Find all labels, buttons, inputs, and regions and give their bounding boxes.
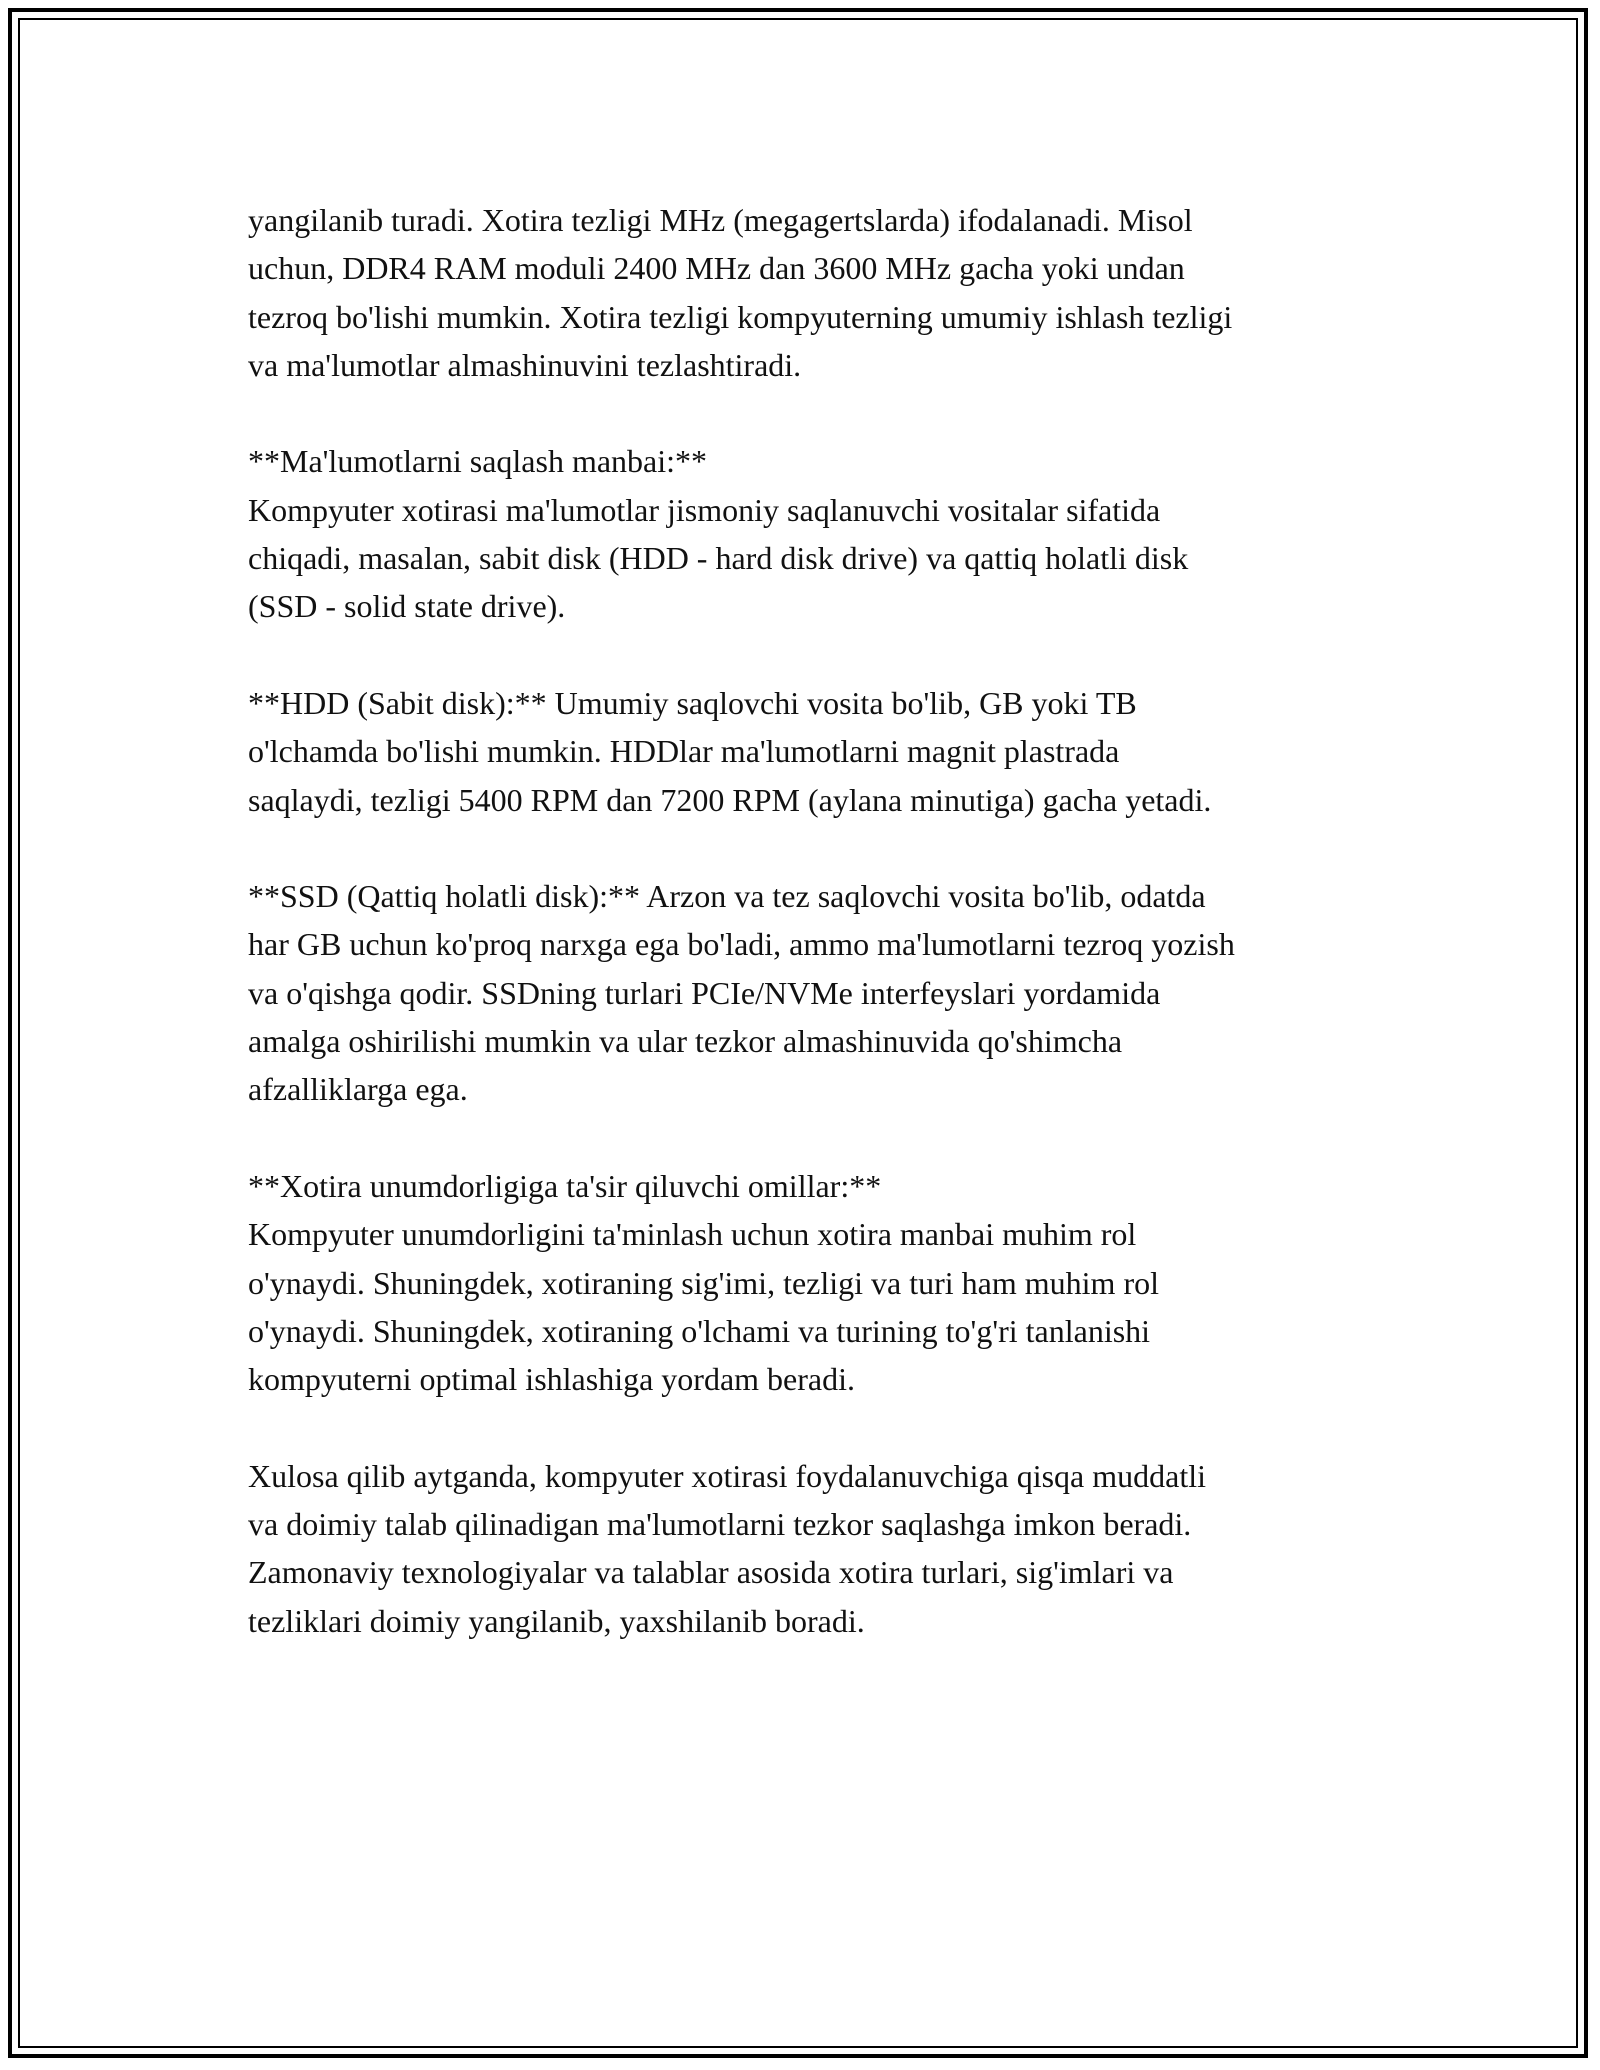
text-line: o'ynaydi. Shuningdek, xotiraning sig'imi, tezligi va turi ham muhim rol	[248, 1264, 1159, 1301]
document-body	[248, 196, 1408, 1693]
text-line: (SSD - solid state drive).	[248, 588, 566, 625]
text-line: saqlaydi, tezligi 5400 RPM dan 7200 RPM (aylana minutiga) gacha yetadi.	[248, 781, 1212, 818]
text-line: Xulosa qilib aytganda, kompyuter xotirasi foydalanuvchiga qisqa muddatli	[248, 1457, 1207, 1494]
text-line: uchun, DDR4 RAM moduli 2400 MHz dan 3600 MHz gacha yoki undan	[248, 250, 1185, 287]
text-line: Kompyuter xotirasi ma'lumotlar jismoniy saqlanuvchi vositalar sifatida	[248, 491, 1161, 528]
text-line: amalga oshirilishi mumkin va ular tezkor almashinuvida qo'shimcha	[248, 1023, 1123, 1060]
section-heading: **Ma'lumotlarni saqlash manbai:**	[248, 443, 708, 480]
text-line: yangilanib turadi. Xotira tezligi MHz (megagertslarda) ifodalanadi. Misol	[248, 202, 1193, 238]
paragraph-storage-source	[248, 437, 1408, 630]
text-line: chiqadi, masalan, sabit disk (HDD - hard disk drive) va qattiq holatli disk	[248, 540, 1189, 577]
text-line: va ma'lumotlar almashinuvini tezlashtiradi.	[248, 346, 802, 383]
text-line: kompyuterni optimal ishlashiga yordam beradi.	[248, 1361, 855, 1398]
text-line: **HDD (Sabit disk):** Umumiy saqlovchi vosita bo'lib, GB yoki TB	[248, 684, 1137, 721]
text-line: va doimiy talab qilinadigan ma'lumotlarni tezkor saqlashga imkon beradi.	[248, 1506, 1192, 1543]
text-line: o'lchamda bo'lishi mumkin. HDDlar ma'lumotlarni magnit plastrada	[248, 733, 1120, 770]
text-line: har GB uchun ko'proq narxga ega bo'ladi, ammo ma'lumotlarni tezroq yozish	[248, 926, 1235, 963]
section-heading: **Xotira unumdorligiga ta'sir qiluvchi omillar:**	[248, 1167, 882, 1204]
text-line: tezroq bo'lishi mumkin. Xotira tezligi kompyuterning umumiy ishlash tezligi	[248, 298, 1233, 335]
text-line: Zamonaviy texnologiyalar va talablar asosida xotira turlari, sig'imlari va	[248, 1554, 1174, 1591]
paragraph-conclusion	[248, 1452, 1408, 1645]
text-line: o'ynaydi. Shuningdek, xotiraning o'lchami va turining to'g'ri tanlanishi	[248, 1312, 1151, 1349]
text-line: tezliklari doimiy yangilanib, yaxshilanib boradi.	[248, 1602, 865, 1639]
paragraph-performance-factors	[248, 1162, 1408, 1403]
page-border	[8, 8, 1588, 2058]
paragraph-memory-speed	[248, 196, 1408, 389]
paragraph-hdd	[248, 679, 1408, 824]
text-line: afzalliklarga ega.	[248, 1071, 468, 1108]
text-line: va o'qishga qodir. SSDning turlari PCIe/NVMe interfeyslari yordamida	[248, 974, 1161, 1011]
paragraph-ssd	[248, 872, 1408, 1113]
text-line: **SSD (Qattiq holatli disk):** Arzon va tez saqlovchi vosita bo'lib, odatda	[248, 878, 1206, 915]
text-line: Kompyuter unumdorligini ta'minlash uchun xotira manbai muhim rol	[248, 1216, 1137, 1253]
